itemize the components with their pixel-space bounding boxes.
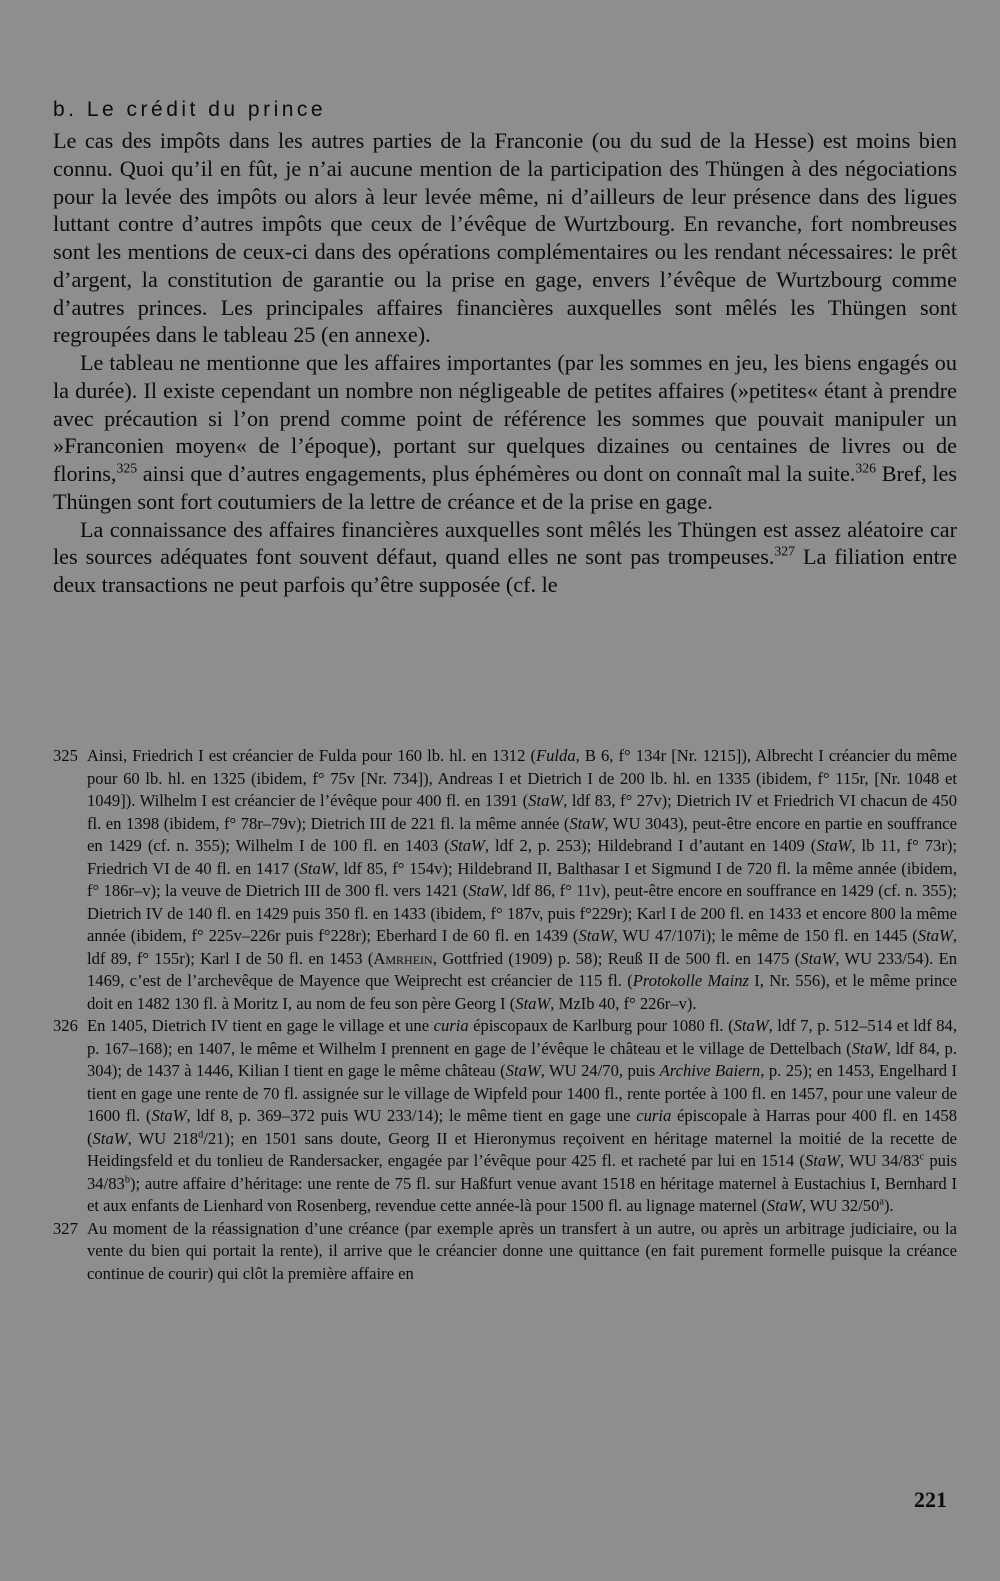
footnote-segment: , ldf 2, p. 253); Hildebrand I d’autant en 1409 ( [484,836,817,855]
source-abbrev: StaW [468,881,504,900]
footnote-text: Au moment de la réassignation d’une créance (par exemple après un transfert à un autre, ou après un arbitrage judiciaire, ou la vente du bien qui portait la rente), il arrive que le créancier donne une quittance (en fait purement formelle puisque la créance continue de courir) qui clôt la première affaire en [87,1218,957,1283]
source-abbrev: StaW [851,1038,887,1058]
paragraph-2-text-c: Bref, les Thüngen sont fort coutumiers de la lettre de créance et de la prise en gage. [53,461,957,514]
footnote-segment: épiscopaux de Karlburg pour 1080 fl. ( [468,1016,734,1035]
footnote-segment: puis 34/83 [87,1151,958,1193]
footnote-segment: , p. 25); en 1453, Engelhard I tient en gage une rente de 70 fl. assignée sur le village de Wipfeld pour 1400 fl., rente portée à 100 fl. en 1457, pour une valeur de 1600 fl. ( [87,1061,957,1125]
paragraph-2 [53,349,957,516]
source-abbrev: StaW [151,1106,187,1125]
footnote-segment: , WU 218 [127,1128,199,1148]
superscript-letter: a [879,1196,884,1208]
source-abbrev: StaW [804,1151,840,1170]
source-abbrev: StaW [505,1061,541,1080]
footnote-327 [53,1218,957,1286]
footnote-segment: , WU 3043), peut-être encore en partie en souffrance en 1429 (cf. n. 355); Wilhelm I de 100 fl. en 1403 ( [87,813,957,855]
footnote-326 [53,1015,957,1218]
main-text [53,127,957,599]
footnote-325 [53,745,957,1015]
footnote-segment: , ldf 84, p. 304); de 1437 à 1446, Kilian I tient en gage le même château ( [87,1038,957,1080]
footnote-segment: , Gottfried (1909) p. 58); Reuß II de 500 fl. en 1475 ( [432,948,801,968]
footnote-segment: , ldf 83, f° 27v); Dietrich IV et Friedrich VI chacun de 450 fl. en 1398 (ibidem, f° 78r–79v); Dietrich III de 221 fl. la même année ( [87,791,957,833]
paragraph-3-text-b: La filiation entre deux transactions ne peut parfois qu’être supposée (cf. le [53,544,957,597]
footnote-segment: , ldf 86, f° 11v), peut-être encore en souffrance en 1429 (cf. n. 355); Dietrich IV de 140 fl. en 1429 puis 350 fl. en 1433 (ibidem, f° 187v, puis f°229r); Karl I de 200 fl. en 1433 et encore 800 la même année (ibidem, f° 225v–226r puis f°228r); Eberhard I de 60 fl. en 1439 ( [87,881,957,945]
source-abbrev: StaW [733,1016,769,1035]
footnote-segment: , WU 47/107i); le même de 150 fl. en 1445 ( [613,926,918,945]
paragraph-3-text-a: La connaissance des affaires financières auxquelles sont mêlés les Thüngen est assez aléatoire car les sources adéquates font souvent défaut, quand elles ne sont pas trompeuses. [53,516,957,570]
paragraph-2-text-b: ainsi que d’autres engagements, plus éphémères ou dont on connaît mal la suite. [137,461,856,486]
footnote-number: 327 [53,1218,78,1238]
footnote-segment: , MzIb 40, f° 226r–v). [550,993,697,1013]
paragraph-3 [53,516,957,599]
footnote-segment: , WU 34/83 [839,1151,920,1170]
source-abbrev: StaW [528,791,564,810]
footnote-segment: épiscopale à Harras pour 400 fl. en 1458 ( [87,1106,958,1148]
footnote-segment: ). [883,1196,894,1215]
source-abbrev: StaW [800,948,836,968]
footnote-segment: , ldf 7, p. 512–514 et ldf 84, p. 167–168); en 1407, le même et Wilhelm I prennent en gage de l’évêque le château et le village de Dettelbach ( [87,1016,957,1058]
footnote-text [87,745,957,1015]
source-abbrev: StaW [92,1128,128,1148]
footnote-segment: , WU 24/70, puis [540,1061,660,1080]
source-abbrev: StaW [816,836,852,855]
section-heading: b. Le crédit du prince [53,98,327,121]
source-abbrev: StaW [569,813,605,833]
footnote-segment: ); autre affaire d’héritage: une rente de 75 fl. sur Haßfurt venue avant 1518 en héritage maternel à Eustachius I, Bernhard I et aux enfants de Lienhard von Rosenberg, revendue cette année-là pour 1500 fl. au lignage maternel ( [87,1173,957,1215]
source-abbrev: StaW [917,926,953,945]
source-abbrev: StaW [515,993,551,1013]
footnote-segment: , WU 233/54). En 1469, c’est de l’archevêque de Mayence que Weiprecht est créancier de 115 fl. ( [87,948,957,990]
footnote-segment: , ldf 85, f° 154v); Hildebrand II, Balthasar I et Sigmund I de 720 fl. la même année (ibidem, f° 186r–v); la veuve de Dietrich III de 300 fl. vers 1421 ( [87,858,957,900]
latin-term: curia [433,1016,469,1035]
source-abbrev: StaW [299,858,335,878]
source-abbrev: StaW [578,926,614,945]
source-abbrev: Fulda [535,746,576,765]
paragraph-1-text: Le cas des impôts dans les autres parties de la Franconie (ou du sud de la Hesse) est moins bien connu. Quoi qu’il en fût, je n’ai aucune mention de la participation des Thüngen à des négociations pour la levée des impôts ou alors à leur levée même, ni d’ailleurs de leur présence dans des ligues luttant contre d’autres impôts que ceux de l’évêque de Wurtzbourg. En revanche, fort nombreuses sont les mentions de ceux-ci dans des opérations complémentaires ou les rendant nécessaires: le prêt d’argent, la constitution de garantie ou la prise en gage, envers l’évêque de Wurtzbourg comme d’autres princes. Les principales affaires financières auxquelles sont mêlés les Thüngen sont regroupées dans le tableau 25 (en annexe). [53,128,957,348]
footnote-number: 326 [53,1016,78,1035]
footnote-segment: , lb 11, f° 73r); Friedrich VI de 40 fl. en 1417 ( [87,836,957,878]
page-number: 221 [914,1487,947,1512]
footnote-ref-325[interactable]: 325 [116,460,138,476]
footnote-segment: , WU 32/50 [801,1196,880,1215]
source-abbrev: Protokolle Mainz [632,971,749,990]
paragraph-2-text-a: Le tableau ne mentionne que les affaires importantes (par les sommes en jeu, les biens engagés ou la durée). Il existe cependant un nombre non négligeable de petites affaires (»petites« étant à prendre avec précaution si l’on prend comme point de référence les sommes que pouvait manipuler un »Franconien moyen« de l’époque), portant sur quelques dizaines ou centaines de livres ou de florins, [53,350,957,486]
footnote-segment: /21); en 1501 sans doute, Georg II et Hieronymus reçoivent en héritage maternel la moitié de la recette de Heidingsfeld et du tonlieu de Randersacker, engagée par l’évêque pour 425 fl. et racheté par lui en 1514 ( [87,1128,957,1170]
footnote-segment: I, Nr. 556), et le même prince doit en 1482 130 fl. à Moritz I, au nom de feu son père Georg I ( [87,971,957,1013]
latin-term: curia [636,1106,672,1125]
footnote-ref-327[interactable]: 327 [774,543,795,559]
superscript-letter: b [124,1174,130,1186]
footnote-number: 325 [53,746,78,765]
footnote-segment: Ainsi, Friedrich I est créancier de Fulda pour 160 lb. hl. en 1312 ( [87,746,536,765]
footnote-ref-326[interactable]: 326 [855,460,877,476]
footnote-segment: En 1405, Dietrich IV tient en gage le village et une [87,1016,434,1035]
superscript-letter: c [919,1151,925,1163]
source-abbrev: Archive Baiern [659,1061,761,1080]
paragraph-1 [53,127,957,349]
source-abbrev: StaW [766,1196,802,1215]
author-name: Amrhein [373,948,433,968]
superscript-letter: d [198,1129,204,1141]
footnotes [53,745,957,1285]
footnote-segment: , ldf 8, p. 369–372 puis WU 233/14); le même tient en gage une [186,1106,637,1125]
source-abbrev: StaW [449,836,485,855]
footnote-segment: , B 6, f° 134r [Nr. 1215]), Albrecht I créancier du même pour 60 lb. hl. en 1325 (ibidem, f° 75v [Nr. 734]), Andreas I et Dietrich I de 200 lb. hl. en 1335 (ibidem, f° 115r, [Nr. 1048 et 1049]). Wilhelm I est créancier de l’évêque pour 400 fl. en 1391 ( [87,746,957,810]
footnote-text [87,1015,957,1218]
footnote-segment: , ldf 89, f° 155r); Karl I de 50 fl. en 1453 ( [87,926,957,968]
